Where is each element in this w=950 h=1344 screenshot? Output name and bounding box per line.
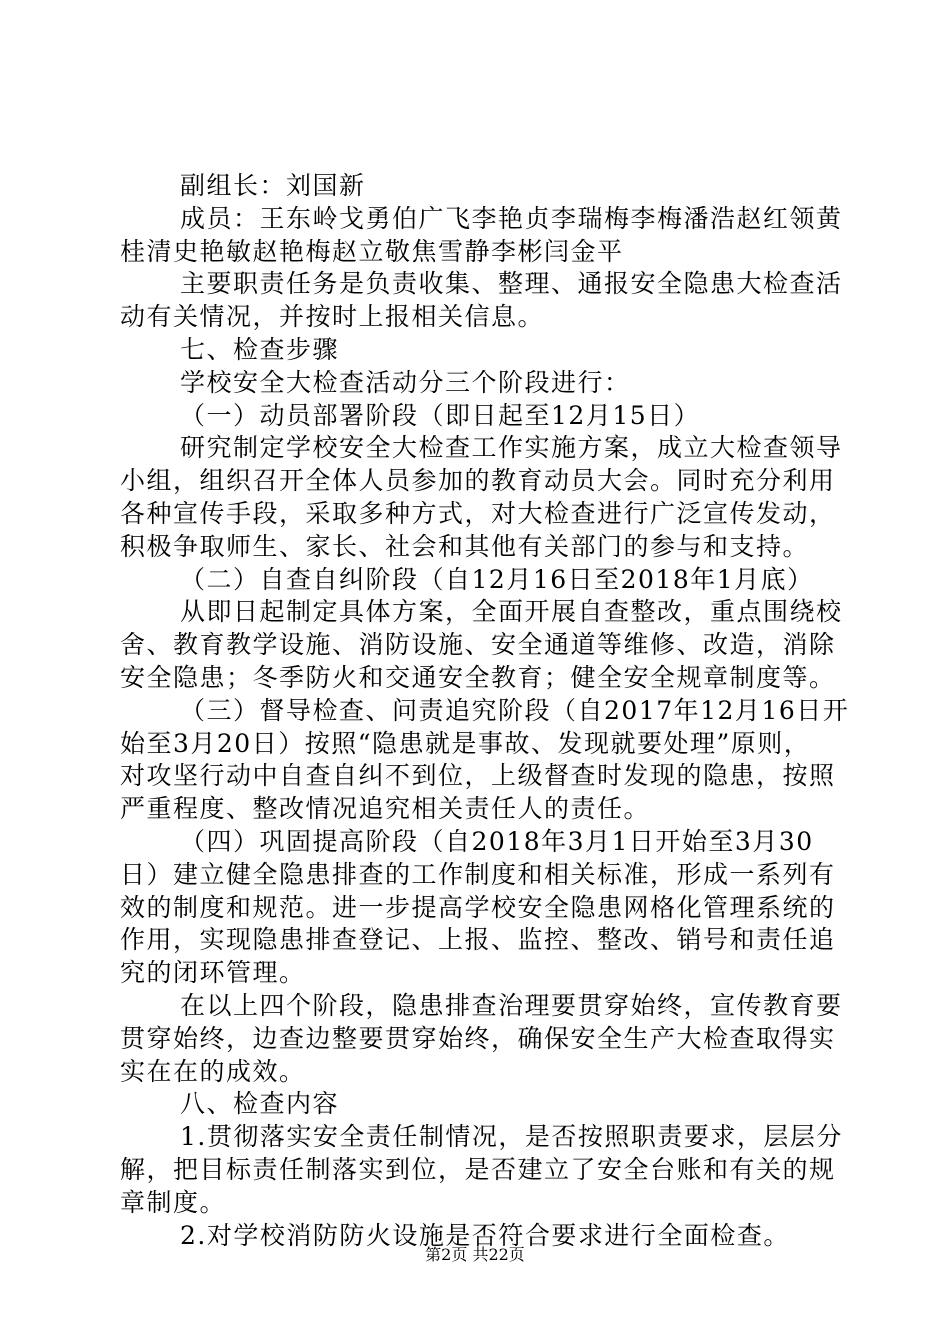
text-line: 桂清史艳敏赵艳梅赵立敬焦雪静李彬闫金平 bbox=[120, 236, 624, 266]
text-line: （二）自查自纠阶段（自12月16日至2018年1月底） bbox=[180, 564, 814, 594]
text-line: 效的制度和规范。进一步提高学校安全隐患网格化管理系统的 bbox=[120, 892, 836, 922]
text-line: 主要职责任务是负责收集、整理、通报安全隐患大检查活 bbox=[180, 269, 843, 299]
text-line: 小组，组织召开全体人员参加的教育动员大会。同时充分利用 bbox=[120, 466, 836, 496]
text-line: 舍、教育教学设施、消防设施、安全通道等维修、改造，消除 bbox=[120, 630, 836, 660]
text-line: 2.对学校消防防火设施是否符合要求进行全面检查。 bbox=[180, 1220, 790, 1250]
text-line: 严重程度、整改情况追究相关责任人的责任。 bbox=[120, 794, 651, 824]
text-line: 研究制定学校安全大检查工作实施方案，成立大检查领导 bbox=[180, 433, 843, 463]
text-line: 七、检查步骤 bbox=[180, 334, 340, 364]
text-line: 副组长：刘国新 bbox=[180, 171, 366, 200]
text-line: 究的闭环管理。 bbox=[120, 958, 306, 988]
text-line: （一）动员部署阶段（即日起至12月15日） bbox=[180, 400, 701, 430]
text-line: 积极争取师生、家长、社会和其他有关部门的参与和支持。 bbox=[120, 531, 810, 561]
text-line: 贯穿始终，边查边整要贯穿始终，确保安全生产大检查取得实 bbox=[120, 1023, 836, 1053]
document-body bbox=[120, 170, 850, 1252]
text-line: 始至3月20日）按照“隐患就是事故、发现就要处理”原则， bbox=[120, 728, 811, 758]
text-line: 对攻坚行动中自查自纠不到位，上级督查时发现的隐患，按照 bbox=[120, 761, 836, 791]
text-line: 1.贯彻落实安全责任制情况，是否按照职责要求，层层分 bbox=[180, 1122, 843, 1152]
text-line: 实在在的成效。 bbox=[120, 1056, 306, 1086]
text-line: 安全隐患；冬季防火和交通安全教育；健全安全规章制度等。 bbox=[120, 662, 836, 692]
text-line: 章制度。 bbox=[120, 1187, 227, 1217]
text-line: 学校安全大检查活动分三个阶段进行： bbox=[180, 367, 631, 397]
text-line: （四）巩固提高阶段（自2018年3月1日开始至3月30 bbox=[180, 826, 814, 856]
text-line: 作用，实现隐患排查登记、上报、监控、整改、销号和责任追 bbox=[120, 925, 836, 955]
text-line: 动有关情况，并按时上报相关信息。 bbox=[120, 302, 545, 332]
text-line: 解，把目标责任制落实到位，是否建立了安全台账和有关的规 bbox=[120, 1154, 836, 1184]
text-line: （三）督导检查、问责追究阶段（自2017年12月16日开 bbox=[180, 695, 850, 725]
text-line: 成员：王东岭戈勇伯广飞李艳贞李瑞梅李梅潘浩赵红领黄 bbox=[180, 203, 843, 233]
text-line: 在以上四个阶段，隐患排查治理要贯穿始终，宣传教育要 bbox=[180, 990, 843, 1020]
text-line: 八、检查内容 bbox=[180, 1089, 340, 1119]
text-line: 日）建立健全隐患排查的工作制度和相关标准，形成一系列有 bbox=[120, 859, 836, 889]
text-line: 各种宣传手段，采取多种方式，对大检查进行广泛宣传发动， bbox=[120, 498, 836, 528]
text-line: 从即日起制定具体方案，全面开展自查整改，重点围绕校 bbox=[180, 597, 843, 627]
page-footer: 第2页 共22页 bbox=[425, 1245, 525, 1264]
